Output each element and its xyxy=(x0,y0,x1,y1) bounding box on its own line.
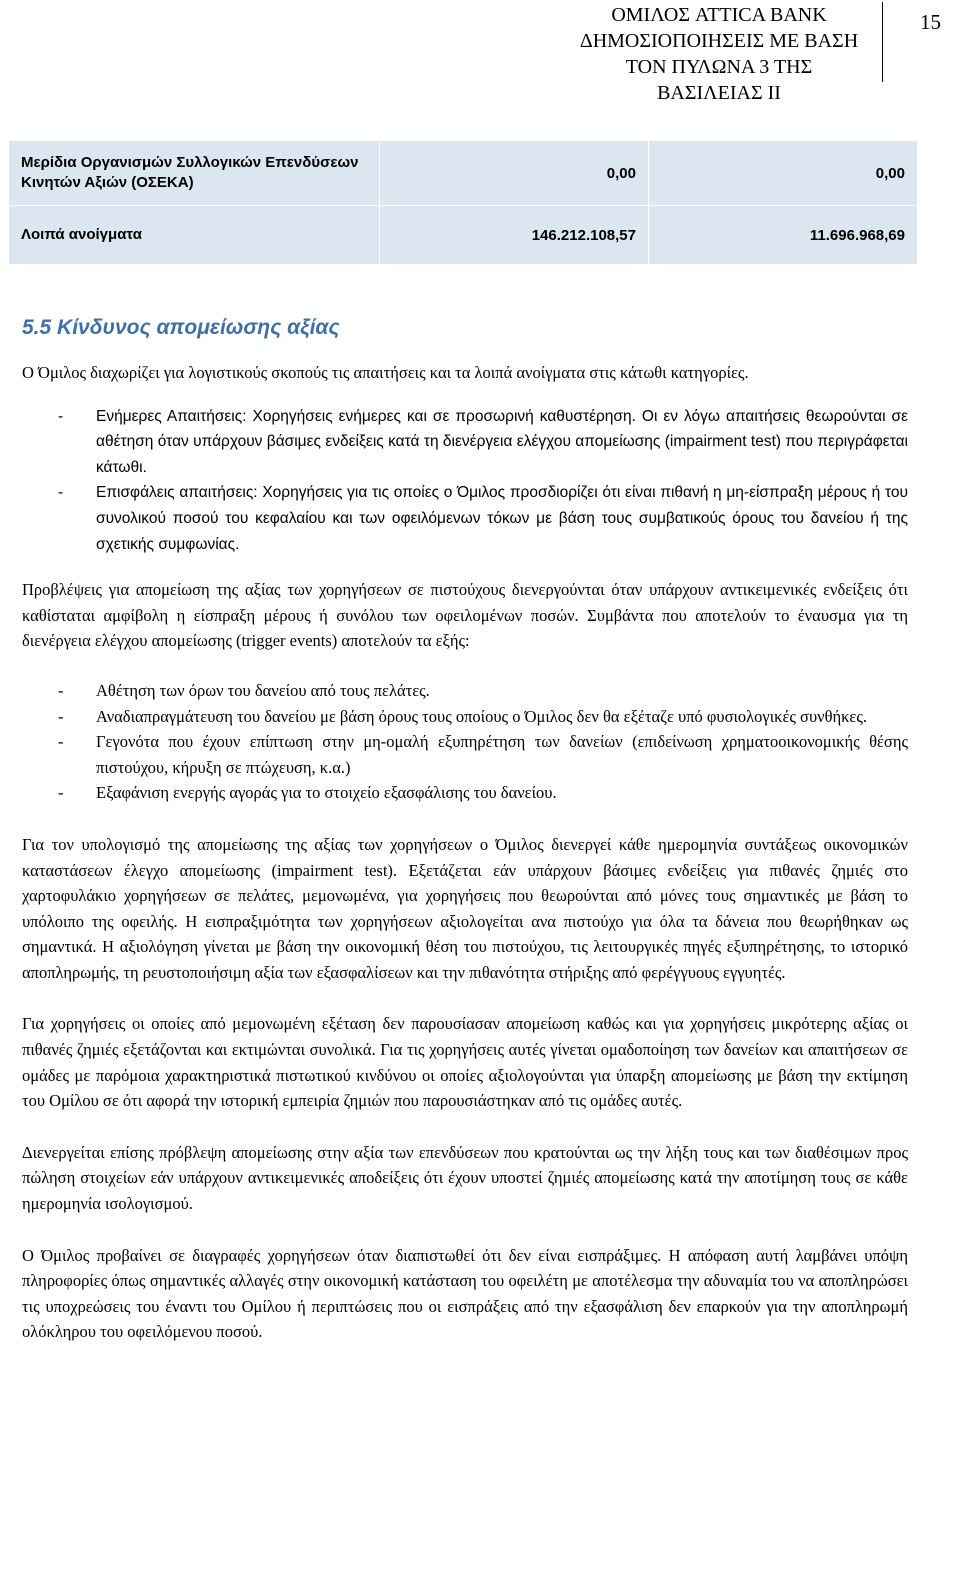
page-header xyxy=(560,2,878,106)
header-line-1: ΟΜΙΛΟΣ ATTICA BANK xyxy=(611,4,827,26)
list-item: - Εξαφάνιση ενεργής αγοράς για το στοιχείο εξασφάλισης του δανείου. xyxy=(58,783,557,803)
section-body xyxy=(22,360,908,1345)
investments-paragraph: Διενεργείται επίσης πρόβλεψη απομείωσης στην αξία των επενδύσεων που κρατούνται ως την λήξη τους και των διαθέσιμων προς πώληση στοιχείων εάν υπάρχουν αντικειμενικές αποδείξεις ότι έχουν υποστεί ζημιές απομείωσης κατά την αποτίμηση τους σε κάθε ημερομηνία ισολογισμού. xyxy=(22,1142,908,1214)
list-item-text: Ενήμερες Απαιτήσεις: Χορηγήσεις ενήμερες και σε προσωρινή καθυστέρηση. Οι εν λόγω απαιτήσεις θεωρούνται σε αθέτηση όταν υπάρχουν βάσιμες ενδείξεις κατά τη διενέργεια ελέγχου απομείωσης (impairment test) που περιγράφεται κάτωθι. xyxy=(96,407,908,476)
exposure-table xyxy=(8,140,918,265)
table-cell-label: Λοιπά ανοίγματα xyxy=(9,206,380,265)
table-cell-value: 0,00 xyxy=(380,141,649,206)
collective-paragraph: Για χορηγήσεις οι οποίες από μεμονωμένη εξέταση δεν παρουσίασαν απομείωση καθώς και για χορηγήσεις μικρότερης αξίας οι πιθανές ζημιές εξετάζονται και εκτιμώνται συνολικά. Για τις χορηγήσεις αυτές γίνεται ομαδοποίηση των δανείων και απαιτήσεων σε ομάδες με παρόμοια χαρακτηριστικά πιστωτικού κινδύνου οι οποίες αξιολογούνται για ύπαρξη απομείωσης με βάση την εκτίμηση του Ομίλου σε ότι αφορά την ιστορική εμπειρία ζημιών που παρουσιάστηκαν από τις ομάδες αυτές. xyxy=(22,1014,908,1111)
header-line-2: ΔΗΜΟΣΙΟΠΟΙΗΣΕΙΣ ΜΕ ΒΑΣΗ ΤΟΝ ΠΥΛΩΝΑ 3 ΤΗΣ xyxy=(579,30,859,78)
table-cell-value: 11.696.968,69 xyxy=(649,206,918,265)
writeoffs-paragraph: Ο Όμιλος προβαίνει σε διαγραφές χορηγήσεων όταν διαπιστωθεί ότι δεν είναι εισπράξιμες. Η απόφαση αυτή λαμβάνει υπόψη πληροφορίες όπως σημαντικές αλλαγές στην οικονομική κατάσταση του οφειλέτη με αποτέλεσμα την αδυναμία του να αποπληρώσει τις υποχρεώσεις του έναντι του Ομίλου ή περιπτώσεις που οι εισπράξεις από την εξασφάλιση δεν επαρκούν για την αποπληρωμή ολόκληρου του οφειλόμενου ποσού. xyxy=(22,1245,908,1342)
list-item: - Αθέτηση των όρων του δανείου από τους πελάτες. xyxy=(58,680,430,700)
table-row xyxy=(9,206,918,265)
page-number: 15 xyxy=(920,10,941,34)
list-item: - Αναδιαπραγμάτευση του δανείου με βάση όρους τους οποίους ο Όμιλος δεν θα εξέταζε υπό φυσιολογικές συνθήκες. xyxy=(58,706,868,726)
header-divider xyxy=(882,2,883,82)
list-item-text: Αθέτηση των όρων του δανείου από τους πελάτες. xyxy=(96,680,430,700)
header-line-3: ΒΑΣΙΛΕΙΑΣ ΙΙ xyxy=(657,82,781,104)
table-row xyxy=(9,141,918,206)
trigger-list xyxy=(22,678,908,806)
category-list xyxy=(22,404,908,558)
list-item: - Γεγονότα που έχουν επίπτωση στην μη-ομαλή εξυπηρέτηση των δανείων (επιδείνωση χρηματοοικονομικής θέσης πιστούχου, κήρυξη σε πτώχευση, κ.α.) xyxy=(58,732,908,777)
list-item: - Ενήμερες Απαιτήσεις: Χορηγήσεις ενήμερες και σε προσωρινή καθυστέρηση. Οι εν λόγω απαιτήσεις θεωρούνται σε αθέτηση όταν υπάρχουν βάσιμες ενδείξεις κατά τη διενέργεια ελέγχου απομείωσης (impairment test) που περιγράφεται κάτωθι. xyxy=(58,407,908,476)
table-cell-label: Μερίδια Οργανισμών Συλλογικών Επενδύσεων Κινητών Αξιών (ΟΣΕΚΑ) xyxy=(9,141,380,206)
table-cell-value: 0,00 xyxy=(649,141,918,206)
section-title: 5.5 Κίνδυνος απομείωσης αξίας xyxy=(22,316,340,339)
list-item-text: Αναδιαπραγμάτευση του δανείου με βάση όρους τους οποίους ο Όμιλος δεν θα εξέταζε υπό φυσιολογικές συνθήκες. xyxy=(96,706,868,726)
intro-paragraph: Ο Όμιλος διαχωρίζει για λογιστικούς σκοπούς τις απαιτήσεις και τα λοιπά ανοίγματα στις κάτωθι κατηγορίες. xyxy=(22,363,749,382)
assessment-paragraph: Για τον υπολογισμό της απομείωσης της αξίας των χορηγήσεων ο Όμιλος διενεργεί κάθε ημερομηνία συντάξεως οικονομικών καταστάσεων έλεγχο απομείωσης (impairment test). Εξετάζεται εάν υπάρχουν βάσιμες ενδείξεις για πιθανές ζημιές στο χαρτοφυλάκιο χορηγήσεων σε πελάτες, μεμονωμένα, για χορηγήσεις που θεωρούνται από μόνες τους σημαντικές με βάση το υπόλοιπο της οφειλής. Η εισπραξιμότητα των χορηγήσεων αξιολογείται ανα πιστούχο για όλα τα δάνεια που θεωρήθηκαν ως σημαντικά. Η αξιολόγηση γίνεται με βάση την οικονομική θέση του πιστούχου, τις λειτουργικές πηγές εξυπηρέτησης, το ιστορικό αποπληρωμής, τη ρευστοποιήσιμη αξία των εξασφαλίσεων και την πιθανότητα στήριξης από φερέγγυους εγγυητές. xyxy=(22,834,908,982)
list-item-text: Εξαφάνιση ενεργής αγοράς για το στοιχείο εξασφάλισης του δανείου. xyxy=(96,783,557,803)
provisions-paragraph: Προβλέψεις για απομείωση της αξίας των χορηγήσεων σε πιστούχους διενεργούνται όταν υπάρχουν αντικειμενικές ενδείξεις ότι καθίσταται αμφίβολη η είσπραξη μέρους ή συνόλου των οφειλομένων ποσών. Συμβάντα που αποτελούν το έναυσμα για τη διενέργεια ελέγχου απομείωσης (trigger events) αποτελούν τα εξής: xyxy=(22,580,908,651)
list-item-text: Επισφάλεις απαιτήσεις: Χορηγήσεις για τις οποίες ο Όμιλος προσδιορίζει ότι είναι πιθανή η μη-είσπραξη μέρους ή του συνολικού ποσού του κεφαλαίου και των οφειλόμενων τόκων με βάση τους συμβατικούς όρους του δανείου ή της σχετικής συμφωνίας. xyxy=(96,484,908,553)
list-item-text: Γεγονότα που έχουν επίπτωση στην μη-ομαλή εξυπηρέτηση των δανείων (επιδείνωση χρηματοοικονομικής θέσης πιστούχου, κήρυξη σε πτώχευση, κ.α.) xyxy=(96,732,908,777)
list-item: - Επισφάλεις απαιτήσεις: Χορηγήσεις για τις οποίες ο Όμιλος προσδιορίζει ότι είναι πιθανή η μη-είσπραξη μέρους ή του συνολικού ποσού του κεφαλαίου και των οφειλόμενων τόκων με βάση τους συμβατικούς όρους του δανείου ή της σχετικής συμφωνίας. xyxy=(58,484,908,553)
table-cell-value: 146.212.108,57 xyxy=(380,206,649,265)
